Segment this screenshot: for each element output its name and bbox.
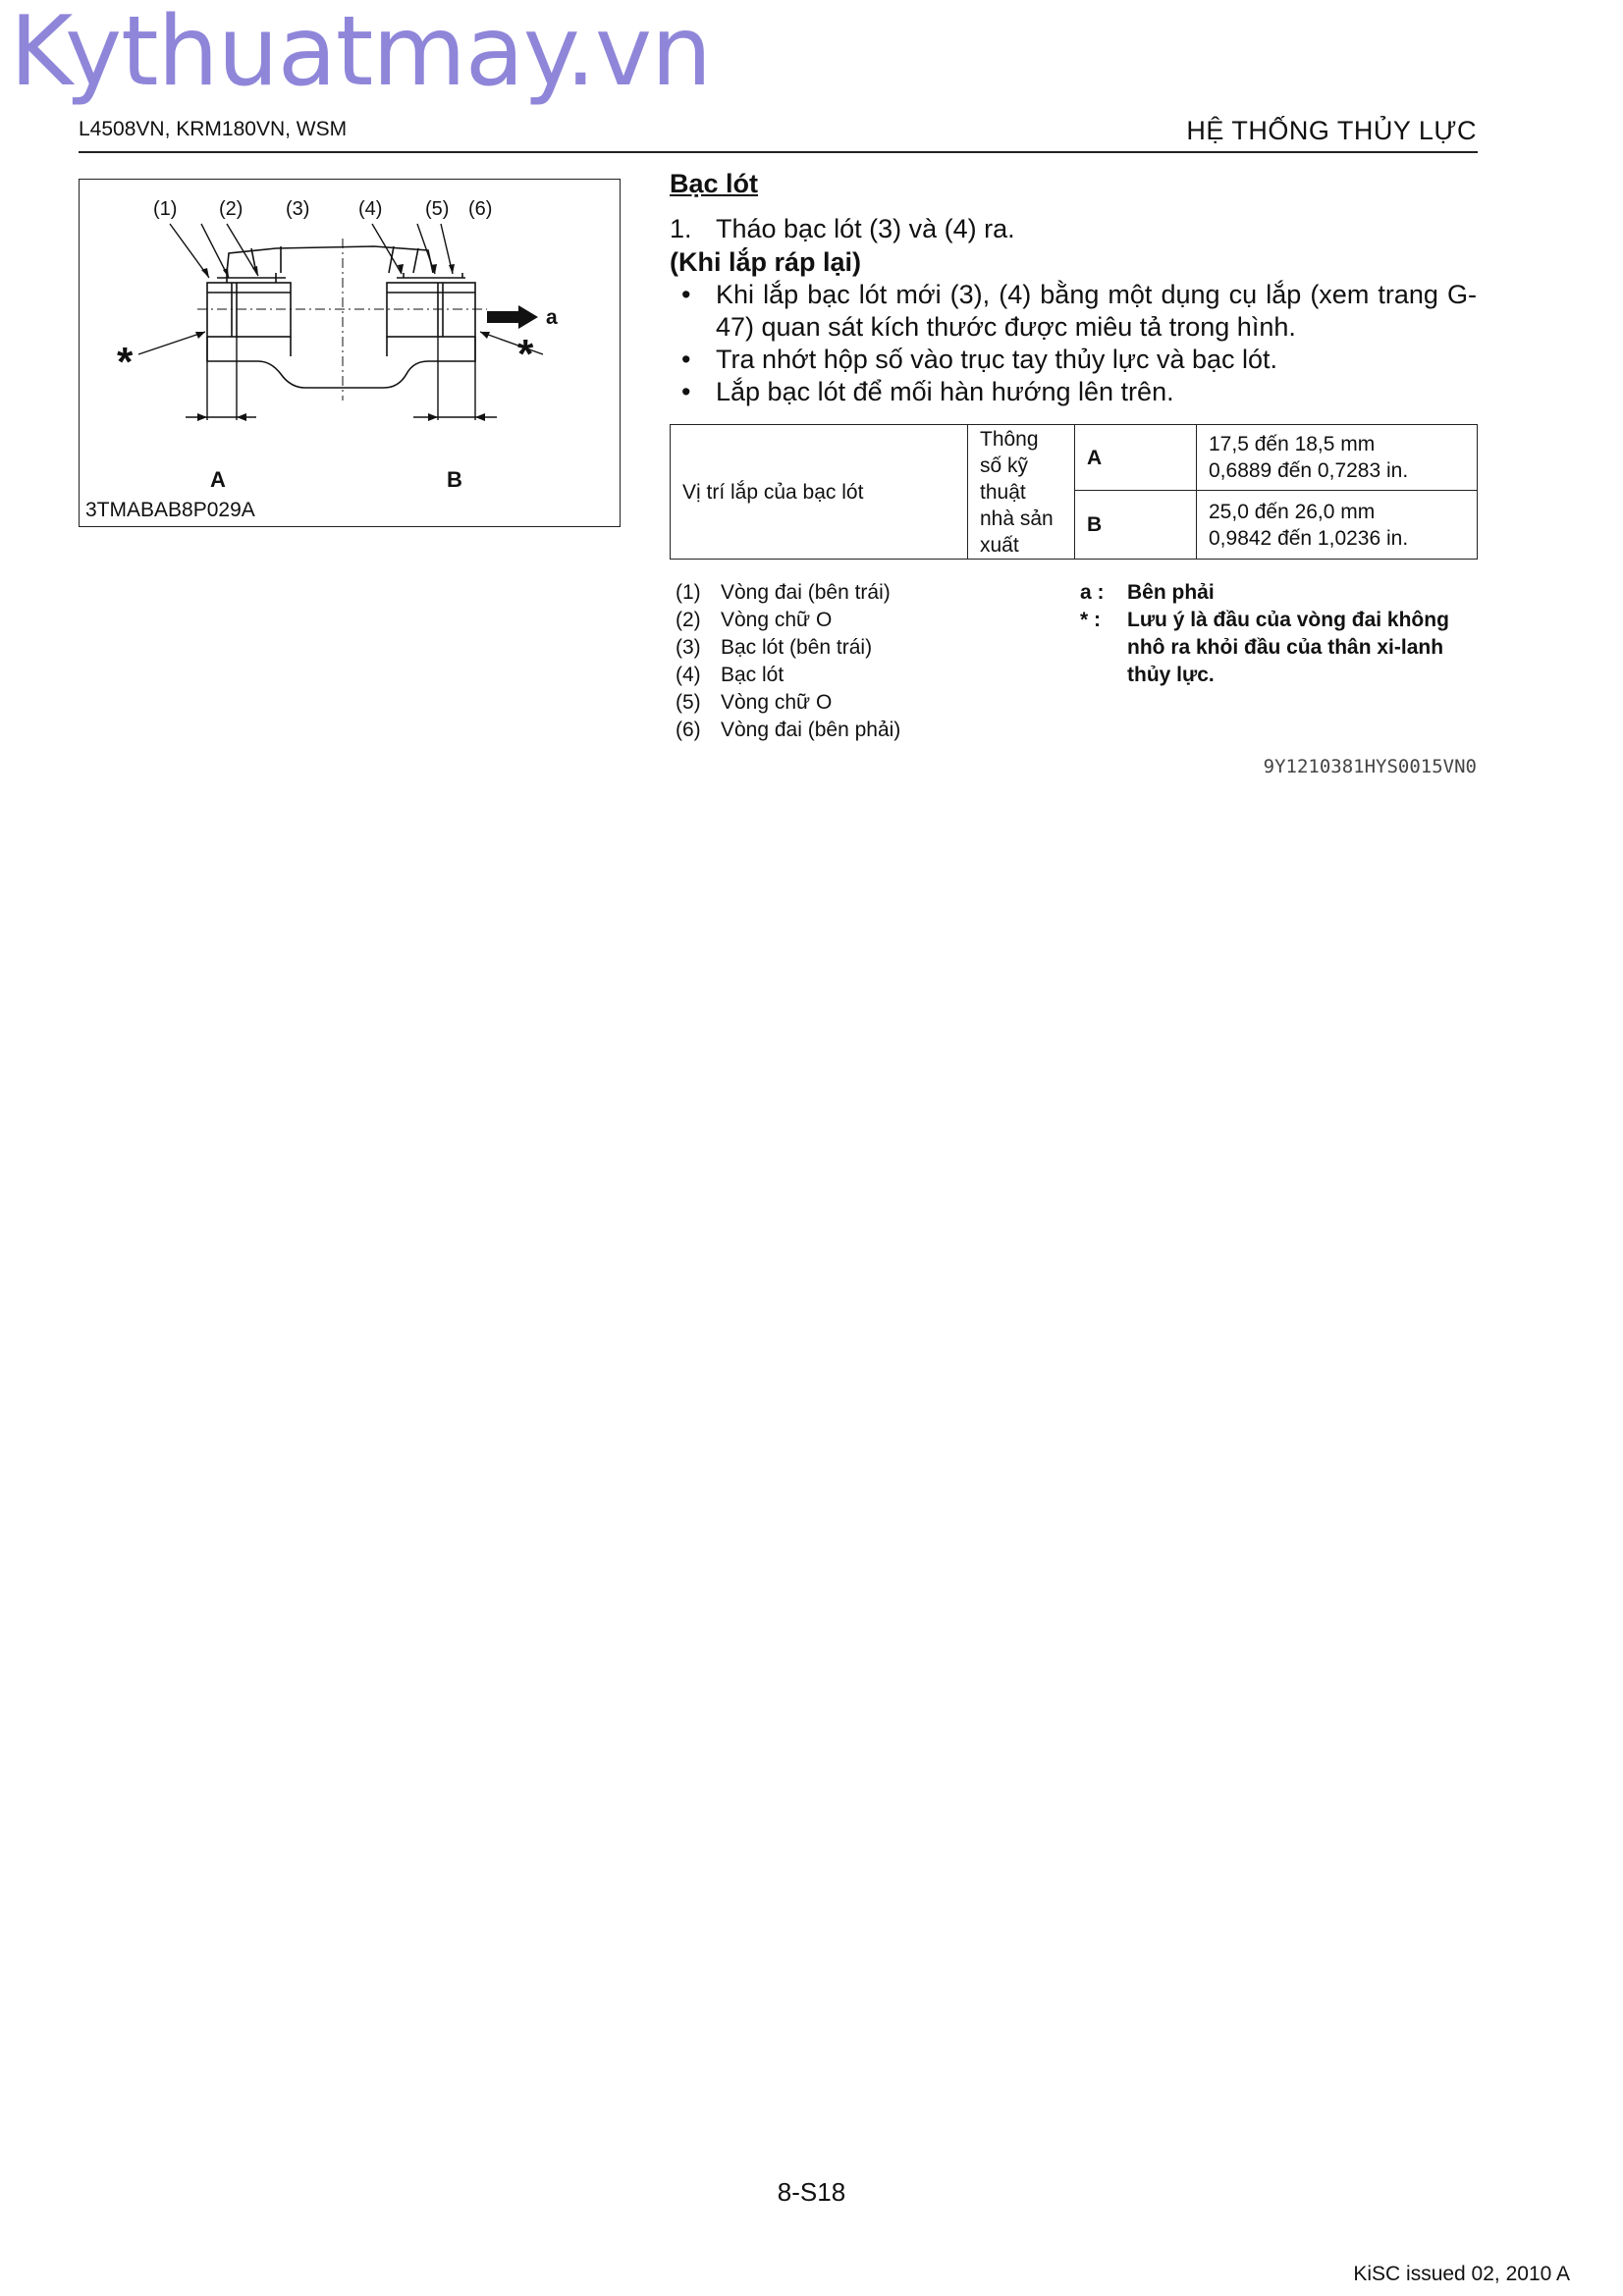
fig-arrow-label: a: [546, 306, 558, 329]
document-id: 9Y1210381HYS0015VN0: [1263, 756, 1477, 777]
bullet-marker: •: [681, 345, 691, 374]
list-item: [676, 689, 900, 717]
note-text: Lưu ý là đầu của vòng đai không nhô ra khỏi đầu của thân xi-lanh thủy lực.: [1127, 609, 1449, 686]
spec-key-b: B: [1075, 491, 1197, 560]
spec-table: [670, 424, 1478, 560]
legend-text: Vòng đai (bên trái): [721, 581, 891, 604]
list-item: [676, 662, 900, 689]
note-key: a :: [1080, 581, 1105, 604]
legend-text: Vòng chữ O: [721, 691, 833, 714]
legend-num: (2): [676, 609, 701, 631]
fig-star-left: *: [117, 339, 134, 385]
fig-label-1: (1): [153, 198, 178, 220]
legend-num: (3): [676, 636, 701, 659]
header-rule: [79, 151, 1478, 153]
legend-num: (4): [676, 664, 701, 686]
fig-label-2: (2): [219, 198, 243, 220]
fig-dim-a: A: [210, 467, 226, 492]
step-text: Tháo bạc lót (3) và (4) ra.: [716, 214, 1015, 243]
bullet-text: Khi lắp bạc lót mới (3), (4) bằng một dụng cụ lắp (xem trang G-47) quan sát kích thước được miêu tả trong hình.: [716, 280, 1477, 342]
bullet-item: [670, 279, 1477, 344]
header-chapter: HỆ THỐNG THỦY LỰC: [1186, 116, 1477, 145]
bullet-item: [670, 344, 1477, 376]
note-item: [1080, 579, 1483, 607]
fig-label-6: (6): [468, 198, 493, 220]
spec-value-b-mm: 25,0 đến 26,0 mm: [1209, 500, 1376, 523]
step-1: [670, 213, 1477, 245]
fig-label-3: (3): [286, 198, 310, 220]
issue-info: KiSC issued 02, 2010 A: [1353, 2263, 1570, 2285]
note-key: * :: [1080, 609, 1101, 631]
list-item: [676, 607, 900, 634]
spec-item: Vị trí lắp của bạc lót: [671, 425, 968, 560]
list-item: [676, 717, 900, 744]
watermark: Kythuatmay.vn: [10, 0, 712, 108]
fig-star-right: *: [517, 331, 534, 377]
fig-dim-b: B: [447, 467, 462, 492]
legend-num: (5): [676, 691, 701, 714]
figure-code: 3TMABAB8P029A: [85, 499, 255, 521]
bushing-figure: [79, 179, 621, 527]
legend-num: (1): [676, 581, 701, 604]
page-number: 8-S18: [777, 2177, 846, 2207]
spec-value-a-in: 0,6889 đến 0,7283 in.: [1209, 459, 1409, 483]
bullet-text: Lắp bạc lót để mối hàn hướng lên trên.: [716, 377, 1174, 406]
step-number: 1.: [670, 214, 692, 243]
section-content: [670, 169, 1477, 408]
list-item: [676, 579, 900, 607]
legend-num: (6): [676, 719, 701, 741]
list-item: [676, 634, 900, 662]
reassembly-heading: (Khi lắp ráp lại): [670, 247, 862, 277]
fig-label-5: (5): [425, 198, 450, 220]
spec-value-a-mm: 17,5 đến 18,5 mm: [1209, 433, 1376, 456]
bullet-marker: •: [681, 377, 691, 406]
spec-label: Thông số kỹ thuật nhà sản xuất: [968, 425, 1075, 560]
spec-value-a: [1197, 425, 1478, 491]
bullet-text: Tra nhớt hộp số vào trục tay thủy lực và bạc lót.: [716, 345, 1278, 374]
legend-text: Vòng đai (bên phải): [721, 719, 901, 741]
section-title: Bạc lót: [670, 169, 759, 198]
spec-value-b-in: 0,9842 đến 1,0236 in.: [1209, 526, 1409, 550]
header-model: L4508VN, KRM180VN, WSM: [79, 118, 348, 140]
spec-value-b: [1197, 491, 1478, 560]
table-row: [671, 425, 1478, 491]
fig-label-4: (4): [358, 198, 383, 220]
figure-notes: [1080, 579, 1483, 689]
bushing-diagram: [80, 180, 622, 528]
spec-key-a: A: [1075, 425, 1197, 491]
bullet-item: [670, 376, 1477, 408]
bullet-marker: •: [681, 280, 691, 309]
legend-text: Vòng chữ O: [721, 609, 833, 631]
legend-text: Bạc lót (bên trái): [721, 636, 873, 659]
note-item: [1080, 607, 1483, 689]
note-text: Bên phải: [1127, 581, 1215, 604]
parts-legend: [676, 579, 900, 744]
legend-text: Bạc lót: [721, 664, 784, 686]
